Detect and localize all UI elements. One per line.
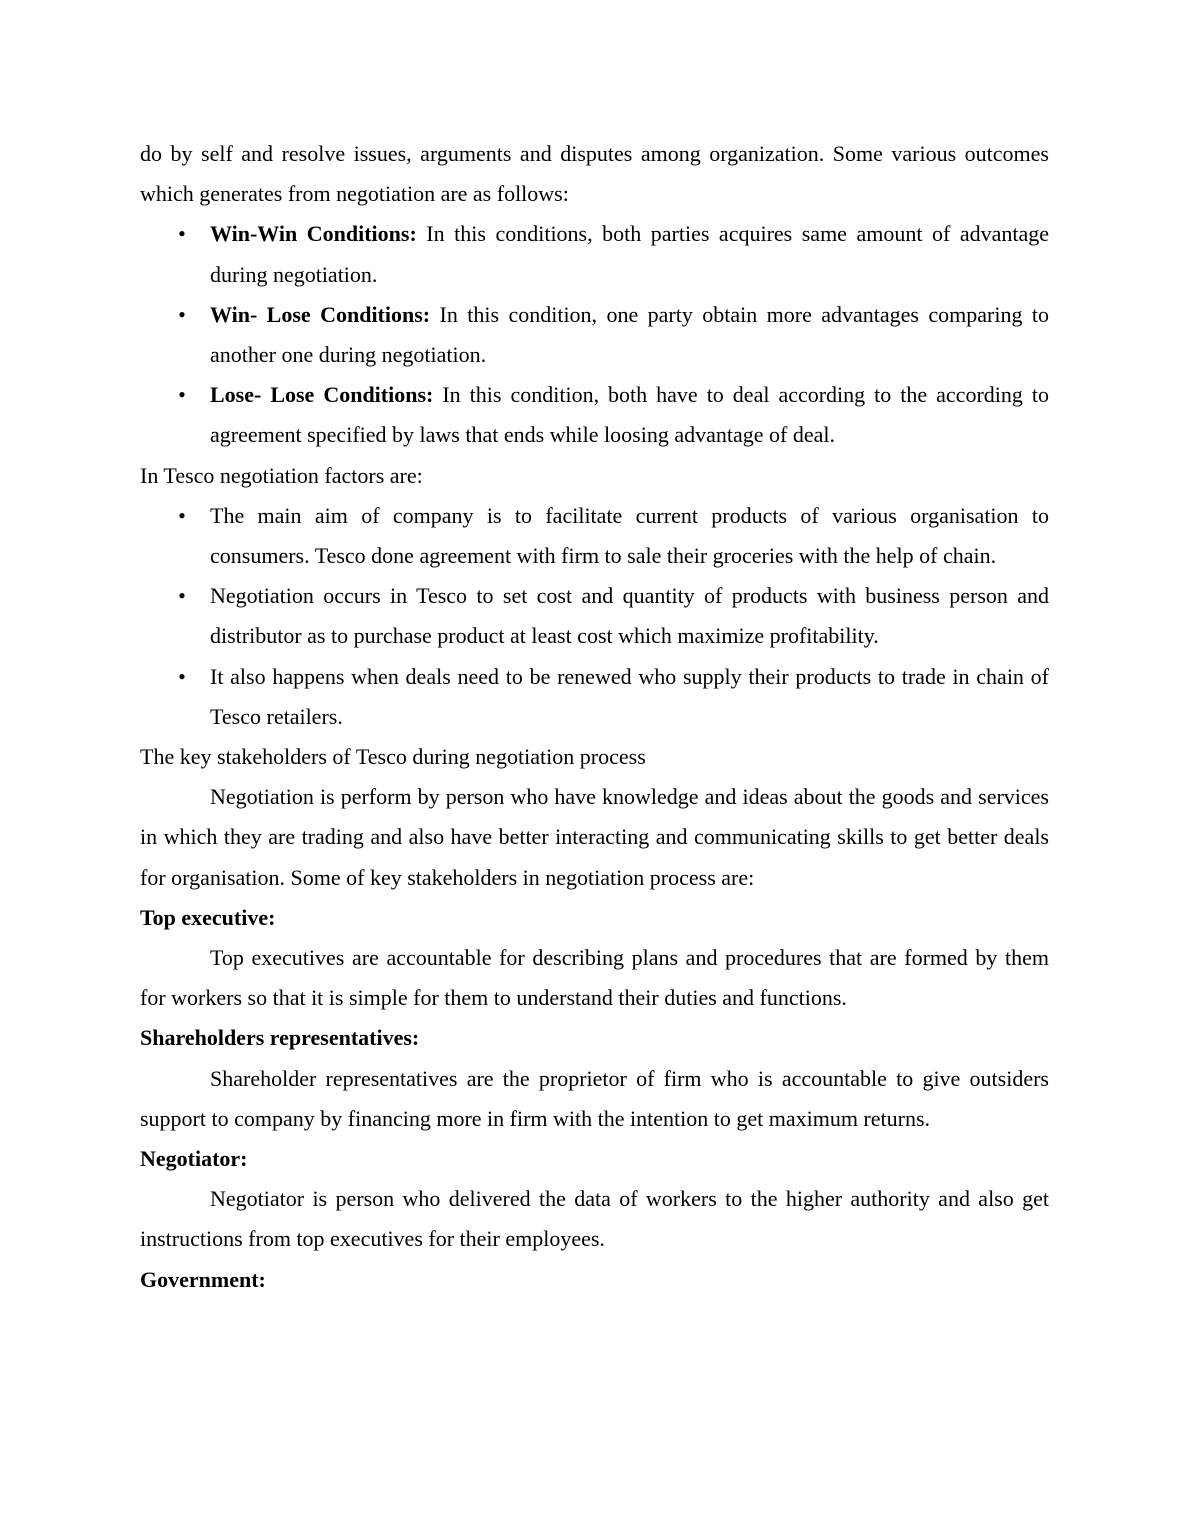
factor-text: It also happens when deals need to be renewed who supply their products to trade in chain of Tesco retailers. — [210, 663, 1049, 729]
bullet-icon: • — [178, 301, 186, 327]
section-heading-negotiator: Negotiator: — [140, 1146, 248, 1172]
list-item — [140, 657, 1049, 737]
factor-text: Negotiation occurs in Tesco to set cost and quantity of products with business person and distributor as to purchase product at least cost which maximize profitability. — [210, 583, 1049, 649]
outcomes-list — [140, 214, 1049, 455]
outcome-term: Lose- Lose Conditions: — [210, 382, 434, 408]
tesco-factors-list — [140, 496, 1049, 737]
bullet-icon: • — [178, 382, 186, 408]
bullet-icon: • — [178, 663, 186, 689]
factor-text: The main aim of company is to facilitate current products of various organisation to consumers. Tesco done agreement with firm to sale their groceries with the help of chain. — [210, 502, 1049, 569]
stakeholders-heading: The key stakeholders of Tesco during negotiation process — [140, 744, 646, 770]
bullet-icon: • — [178, 221, 186, 247]
list-item — [140, 295, 1049, 375]
section-heading-shareholders: Shareholders representatives: — [140, 1025, 420, 1051]
section-heading-government: Government: — [140, 1266, 266, 1292]
outcome-text: In this condition, both have to deal according to the according to agreement specified by laws that ends while loosing advantage of deal. — [210, 382, 1049, 448]
document-body — [140, 134, 1049, 1300]
intro-paragraph: do by self and resolve issues, arguments and disputes among organization. Some various outcomes which generates from negotiation are as follows: — [140, 141, 1049, 207]
section-body-shareholders: Shareholder representatives are the proprietor of firm who is accountable to give outsiders support to company by financing more in firm with the intention to get maximum returns. — [140, 1065, 1049, 1131]
list-item — [140, 375, 1049, 455]
bullet-icon: • — [178, 502, 186, 528]
outcome-text: In this condition, one party obtain more advantages comparing to another one during negotiation. — [210, 301, 1049, 368]
section-heading-top-executive: Top executive: — [140, 904, 276, 930]
outcome-term: Win- Lose Conditions: — [210, 301, 431, 327]
list-item — [140, 576, 1049, 656]
outcome-term: Win-Win Conditions: — [210, 221, 417, 247]
section-body-top-executive: Top executives are accountable for describing plans and procedures that are formed by them for workers so that it is simple for them to understand their duties and functions. — [140, 945, 1049, 1011]
list-item — [140, 214, 1049, 294]
outcome-text: In this conditions, both parties acquires same amount of advantage during negotiation. — [210, 221, 1049, 287]
list-item — [140, 496, 1049, 576]
bullet-icon: • — [178, 583, 186, 609]
tesco-factors-intro: In Tesco negotiation factors are: — [140, 462, 423, 488]
section-body-negotiator: Negotiator is person who delivered the data of workers to the higher authority and also get instructions from top executives for their employees. — [140, 1186, 1049, 1252]
stakeholders-intro: Negotiation is perform by person who have knowledge and ideas about the goods and services in which they are trading and also have better interacting and communicating skills to get better deals for organisation. Some of key stakeholders in negotiation process are: — [140, 784, 1049, 890]
